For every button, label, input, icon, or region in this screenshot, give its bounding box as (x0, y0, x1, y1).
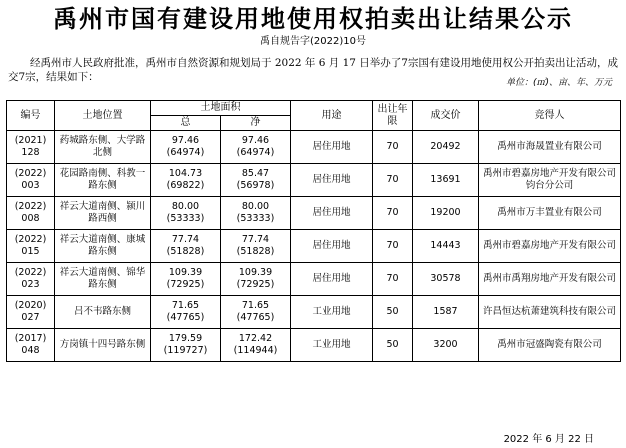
area-gross-mu: 97.46 (171, 135, 200, 146)
number-year: (2017) (14, 333, 47, 344)
cell-location: 祥云大道南侧、康城路东侧 (55, 230, 151, 263)
area-gross-sqm: (51828) (166, 246, 205, 257)
area-gross-sqm: (119727) (163, 345, 208, 356)
area-net-mu: 172.42 (238, 333, 273, 344)
number-id: 128 (21, 147, 40, 158)
cell-price: 3200 (413, 329, 479, 362)
area-gross-sqm: (53333) (166, 213, 205, 224)
table-row (7, 131, 621, 164)
cell-price: 30578 (413, 263, 479, 296)
cell-area-gross (151, 263, 221, 296)
area-net-mu: 97.46 (241, 135, 270, 146)
cell-buyer: 禹州市冠盛陶瓷有限公司 (479, 329, 621, 362)
area-gross-sqm: (47765) (166, 312, 205, 323)
table-row (7, 230, 621, 263)
cell-use: 居住用地 (291, 164, 373, 197)
cell-area-net (221, 197, 291, 230)
area-gross-sqm: (72925) (166, 279, 205, 290)
cell-number (7, 296, 55, 329)
document-number: 禹自规告字(2022)10号 (260, 36, 366, 47)
header-buyer: 竞得人 (479, 101, 621, 131)
table-row (7, 164, 621, 197)
cell-term: 70 (373, 230, 413, 263)
area-net-sqm: (64974) (236, 147, 275, 158)
cell-location: 方岗镇十四号路东侧 (55, 329, 151, 362)
area-net-mu: 80.00 (241, 201, 270, 212)
header-area-gross: 总 (151, 116, 221, 131)
area-gross-mu: 104.73 (168, 168, 203, 179)
cell-area-net (221, 263, 291, 296)
number-year: (2020) (14, 300, 47, 311)
number-id: 003 (21, 180, 40, 191)
cell-term: 70 (373, 263, 413, 296)
cell-area-gross (151, 131, 221, 164)
cell-location: 药城路东侧、大学路北侧 (55, 131, 151, 164)
area-net-sqm: (114944) (233, 345, 278, 356)
page-title: 禹州市国有建设用地使用权拍卖出让结果公示 (53, 4, 573, 33)
cell-number (7, 329, 55, 362)
header-area: 土地面积 (151, 101, 291, 116)
area-net-mu: 109.39 (238, 267, 273, 278)
header-number: 编号 (7, 101, 55, 131)
cell-location: 祥云大道南侧、锦华路东侧 (55, 263, 151, 296)
cell-buyer: 许昌恒达杭萧建筑科技有限公司 (479, 296, 621, 329)
cell-number (7, 230, 55, 263)
cell-use: 工业用地 (291, 329, 373, 362)
number-id: 023 (21, 279, 40, 290)
units-note: 单位：(㎡)、亩、年、万元 (505, 78, 612, 88)
number-year: (2022) (14, 201, 47, 212)
publish-date: 2022 年 6 月 22 日 (503, 434, 594, 445)
header-area-net: 净 (221, 116, 291, 131)
area-net-sqm: (51828) (236, 246, 275, 257)
cell-area-gross (151, 329, 221, 362)
area-net-mu: 77.74 (241, 234, 270, 245)
number-id: 048 (21, 345, 40, 356)
cell-price: 19200 (413, 197, 479, 230)
cell-term: 70 (373, 164, 413, 197)
cell-area-gross (151, 164, 221, 197)
cell-number (7, 197, 55, 230)
cell-term: 50 (373, 329, 413, 362)
area-gross-mu: 80.00 (171, 201, 200, 212)
cell-area-net (221, 164, 291, 197)
cell-price: 20492 (413, 131, 479, 164)
area-net-sqm: (53333) (236, 213, 275, 224)
area-gross-sqm: (64974) (166, 147, 205, 158)
cell-area-gross (151, 197, 221, 230)
number-year: (2022) (14, 267, 47, 278)
cell-location: 花园路南侧、科教一路东侧 (55, 164, 151, 197)
cell-area-net (221, 131, 291, 164)
table-row (7, 197, 621, 230)
cell-use: 居住用地 (291, 131, 373, 164)
cell-buyer: 禹州市碧嘉房地产开发有限公司钧台分公司 (479, 164, 621, 197)
cell-term: 70 (373, 131, 413, 164)
cell-buyer: 禹州市万丰置业有限公司 (479, 197, 621, 230)
table-row (7, 296, 621, 329)
cell-area-gross (151, 230, 221, 263)
cell-price: 13691 (413, 164, 479, 197)
cell-use: 工业用地 (291, 296, 373, 329)
header-location: 土地位置 (55, 101, 151, 131)
header-term: 出让年限 (373, 101, 413, 131)
area-net-mu: 85.47 (241, 168, 270, 179)
cell-use: 居住用地 (291, 230, 373, 263)
area-gross-sqm: (69822) (166, 180, 205, 191)
area-gross-mu: 179.59 (168, 333, 203, 344)
cell-area-net (221, 329, 291, 362)
area-gross-mu: 77.74 (171, 234, 200, 245)
area-net-sqm: (47765) (236, 312, 275, 323)
results-table (6, 100, 621, 362)
table-row (7, 329, 621, 362)
number-year: (2022) (14, 168, 47, 179)
cell-location: 祥云大道南侧、颍川路西侧 (55, 197, 151, 230)
cell-buyer: 禹州市禹翔房地产开发有限公司 (479, 263, 621, 296)
cell-number (7, 263, 55, 296)
cell-use: 居住用地 (291, 197, 373, 230)
area-gross-mu: 109.39 (168, 267, 203, 278)
intro-paragraph: 经禹州市人民政府批准，禹州市自然资源和规划局于 2022 年 6 月 17 日举办了7宗国有建设用地使用权公开拍卖出让活动，成交7宗，结果如下： (8, 57, 618, 83)
cell-term: 70 (373, 197, 413, 230)
cell-location: 吕不韦路东侧 (55, 296, 151, 329)
area-net-sqm: (56978) (236, 180, 275, 191)
cell-price: 1587 (413, 296, 479, 329)
area-net-mu: 71.65 (241, 300, 270, 311)
header-price: 成交价 (413, 101, 479, 131)
cell-number (7, 164, 55, 197)
cell-area-gross (151, 296, 221, 329)
number-year: (2021) (14, 135, 47, 146)
cell-number (7, 131, 55, 164)
number-id: 015 (21, 246, 40, 257)
cell-use: 居住用地 (291, 263, 373, 296)
cell-area-net (221, 296, 291, 329)
cell-term: 50 (373, 296, 413, 329)
number-year: (2022) (14, 234, 47, 245)
number-id: 027 (21, 312, 40, 323)
header-use: 用途 (291, 101, 373, 131)
cell-area-net (221, 230, 291, 263)
table-row (7, 263, 621, 296)
cell-buyer: 禹州市海晟置业有限公司 (479, 131, 621, 164)
area-gross-mu: 71.65 (171, 300, 200, 311)
area-net-sqm: (72925) (236, 279, 275, 290)
number-id: 008 (21, 213, 40, 224)
cell-buyer: 禹州市碧嘉房地产开发有限公司 (479, 230, 621, 263)
cell-price: 14443 (413, 230, 479, 263)
